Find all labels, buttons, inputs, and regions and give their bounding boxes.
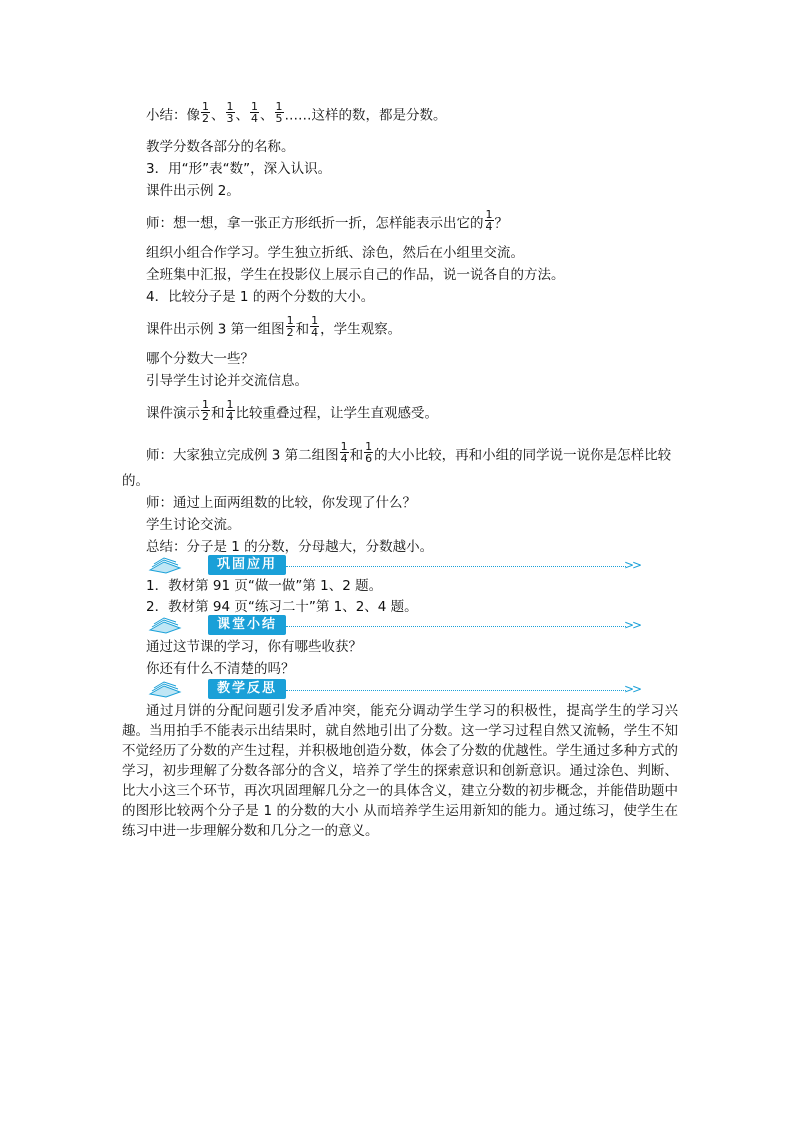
section-banner-practice bbox=[146, 555, 642, 575]
summary-prefix: 小结：像 bbox=[146, 107, 200, 124]
book-icon bbox=[146, 616, 186, 634]
step4-heading: 4．比较分子是 1 的两个分数的大小。 bbox=[146, 289, 375, 305]
summary-line: 小结：像 $\frac{1}{2}$ 、 $\frac{1}{3}$ 、 $\frac{1}{4}$ 、 $\frac{1}{5}$ ……这样的数，都是分数。 bbox=[146, 100, 447, 125]
exercise-1: 1．教材第 91 页“做一做”第 1、2 题。 bbox=[146, 578, 383, 594]
fraction-half: $\frac{1}{2}$ bbox=[286, 314, 294, 339]
exercise-2: 2．教材第 94 页“练习二十”第 1、2、4 题。 bbox=[146, 599, 418, 615]
which-bigger-line: 哪个分数大一些？ bbox=[146, 351, 254, 367]
banner-label: 巩固应用 bbox=[208, 555, 286, 575]
group-work-line: 组织小组合作学习。学生独立折纸、涂色，然后在小组里交流。 bbox=[146, 245, 524, 261]
fraction-half: $\frac{1}{2}$ bbox=[202, 398, 209, 423]
teacher-group2-line: 师：大家独立完成例 3 第二组图 $\frac{1}{4}$ 和 $\frac{1}{6}$ 的大小比较，再和小组的同学说一说你是怎样比较 bbox=[146, 440, 672, 465]
fraction-quarter: $\frac{1}{4}$ bbox=[251, 100, 258, 125]
fraction-fifth: $\frac{1}{5}$ bbox=[275, 100, 283, 125]
teacher-group2-continuation: 的。 bbox=[122, 473, 149, 489]
demo-line: 课件演示 $\frac{1}{2}$ 和 $\frac{1}{4}$ 比较重叠过程，让学生直观感受。 bbox=[146, 398, 438, 423]
example3-line: 课件出示例 3 第一组图 $\frac{1}{2}$ 和 $\frac{1}{4}$ ，学生观察。 bbox=[146, 314, 402, 339]
dotted-rule bbox=[286, 626, 626, 627]
double-arrow-icon: >> bbox=[624, 682, 641, 696]
discuss-line: 学生讨论交流。 bbox=[146, 517, 241, 533]
guide-line: 引导学生讨论并交流信息。 bbox=[146, 373, 308, 389]
dotted-rule bbox=[286, 690, 626, 691]
banner-label: 教学反思 bbox=[208, 679, 286, 699]
report-line: 全班集中汇报，学生在投影仪上展示自己的作品，说一说各自的方法。 bbox=[146, 267, 565, 283]
gain-question: 通过这节课的学习，你有哪些收获？ bbox=[146, 639, 362, 655]
unclear-question: 你还有什么不清楚的吗？ bbox=[146, 661, 295, 677]
conclusion-line: 总结：分子是 1 的分数，分母越大，分数越小。 bbox=[146, 539, 434, 555]
fraction-quarter: $\frac{1}{4}$ bbox=[340, 440, 348, 465]
teacher-found-line: 师：通过上面两组数的比较，你发现了什么？ bbox=[146, 495, 416, 511]
fraction-third: $\frac{1}{3}$ bbox=[226, 100, 234, 125]
section-banner-summary bbox=[146, 615, 642, 635]
step3-heading: 3．用“形”表“数”，深入认识。 bbox=[146, 161, 332, 177]
summary-suffix: ……这样的数，都是分数。 bbox=[284, 107, 447, 124]
teach-parts-line: 教学分数各部分的名称。 bbox=[146, 139, 295, 155]
banner-label: 课堂小结 bbox=[208, 615, 286, 635]
double-arrow-icon: >> bbox=[624, 558, 641, 572]
fraction-quarter: $\frac{1}{4}$ bbox=[485, 208, 493, 233]
example2-line: 课件出示例 2。 bbox=[146, 183, 240, 199]
fraction-quarter: $\frac{1}{4}$ bbox=[226, 398, 234, 423]
fraction-sixth: $\frac{1}{6}$ bbox=[365, 440, 373, 465]
section-banner-reflection bbox=[146, 679, 642, 699]
teacher-fold-line: 师：想一想，拿一张正方形纸折一折，怎样能表示出它的 $\frac{1}{4}$ ？ bbox=[146, 208, 508, 233]
fraction-quarter: $\frac{1}{4}$ bbox=[311, 314, 319, 339]
dotted-rule bbox=[286, 566, 626, 567]
double-arrow-icon: >> bbox=[624, 618, 641, 632]
book-icon bbox=[146, 680, 186, 698]
book-icon bbox=[146, 556, 186, 574]
fraction-half: $\frac{1}{2}$ bbox=[202, 100, 209, 125]
reflection-paragraph: 通过月饼的分配问题引发矛盾冲突，能充分调动学生学习的积极性，提高学生的学习兴趣。当用拍手不能表示出结果时，就自然地引出了分数。这一学习过程自然又流畅，学生不知不觉经历了分数的产生过程，并积极地创造分数，体会了分数的优越性。学生通过多种方式的学习，初步理解了分数各部分的含义，培养了学生的探索意识和创新意识。通过涂色、判断、比大小这三个环节，再次巩固理解几分之一的具体含义，建立分数的初步概念，并能借助题中的图形比较两个分子是 1 的分数的大小 从而培养学生运用新知的能力。通过练习，使学生在练习中进一步理解分数和几分之一的意义。 bbox=[122, 703, 678, 839]
